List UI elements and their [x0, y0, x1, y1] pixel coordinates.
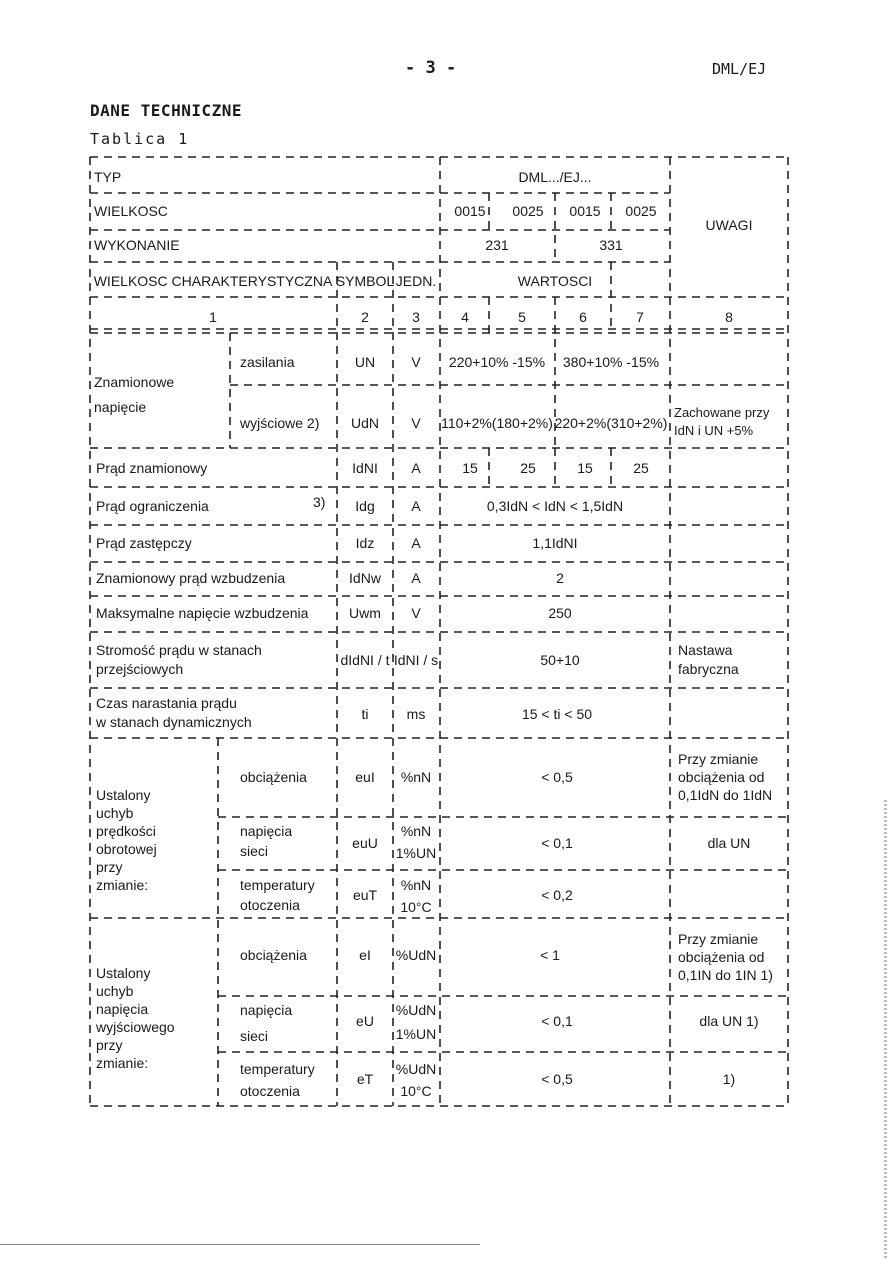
rated-current-value: 25: [520, 460, 536, 476]
speed-group-label: obrotowej: [96, 841, 157, 857]
speed-group-label: uchyb: [96, 805, 134, 821]
typ-value: DML.../EJ...: [518, 169, 592, 185]
column-number: 1: [209, 309, 217, 325]
version-value: 331: [599, 237, 623, 253]
rise-time-label: w stanach dynamicznych: [96, 714, 252, 730]
speed-note: Przy zmianie: [678, 751, 759, 767]
rise-time-value: 15 < ti < 50: [521, 706, 593, 722]
page-number: - 3 -: [405, 58, 457, 78]
output-value-231: 110+2%(180+2%): [441, 415, 553, 431]
speed-row-value: < 0,5: [541, 769, 573, 785]
speed-row-label: temperatury: [240, 877, 315, 893]
remarks-header: UWAGI: [705, 217, 753, 233]
speed-row-label: sieci: [240, 843, 269, 859]
speed-group-label: przy: [96, 859, 123, 875]
voltage-row-unit: 10°C: [400, 1083, 432, 1099]
column-number: 8: [725, 309, 733, 325]
column-number: 5: [518, 309, 526, 325]
version-label: WYKONANIE: [94, 237, 180, 253]
voltage-err-group-label: Ustalony: [96, 965, 151, 981]
voltage-row-unit: 1%UN: [395, 1026, 437, 1042]
supply-label: zasilania: [240, 354, 295, 370]
equiv-current-symbol: Idz: [355, 535, 375, 551]
excitation-current-unit: A: [411, 570, 421, 586]
rated-current-label: Prąd znamionowy: [96, 460, 208, 476]
size-value: 0015: [569, 203, 601, 219]
excitation-voltage-value: 250: [548, 605, 572, 621]
speed-row-value: < 0,2: [541, 887, 573, 903]
voltage-note: dla UN 1): [699, 1013, 759, 1029]
voltage-row-label: otoczenia: [240, 1083, 300, 1099]
speed-group-label: zmianie:: [96, 877, 149, 893]
voltage-err-group-label: uchyb: [96, 983, 134, 999]
voltage-row-value: < 0,5: [541, 1071, 573, 1087]
scan-edge-artifact: [884, 800, 887, 1260]
speed-row-unit: %nN: [400, 823, 432, 839]
size-value: 0015: [454, 203, 486, 219]
size-value: 0025: [625, 203, 657, 219]
size-label: WIELKOSC: [94, 203, 168, 219]
column-number: 4: [461, 309, 469, 325]
typ-label: TYP: [94, 169, 122, 185]
equiv-current-value: 1,1IdNI: [532, 535, 578, 551]
speed-row-unit: 10°C: [400, 899, 432, 915]
supply-symbol: UN: [354, 354, 376, 370]
column-number: 6: [579, 309, 587, 325]
output-value-331: 220+2%(310+2%): [554, 415, 668, 431]
steepness-unit: IdNI / s: [393, 652, 439, 668]
column-number: 7: [636, 309, 644, 325]
excitation-voltage-label: Maksymalne napięcie wzbudzenia: [96, 605, 309, 621]
voltage-row-label: temperatury: [240, 1061, 315, 1077]
voltage-err-group-label: wyjściowego: [96, 1019, 175, 1035]
col-header-symbol: SYMBOL: [335, 273, 395, 289]
table-label: Tablica 1: [90, 130, 190, 148]
voltage-note: 1): [722, 1071, 736, 1087]
voltage-row-value: < 0,1: [541, 1013, 573, 1029]
speed-row-symbol: euI: [355, 769, 375, 785]
speed-row-unit: %nN: [400, 769, 432, 785]
voltage-row-symbol: eU: [356, 1013, 374, 1029]
voltage-row-value: < 1: [540, 947, 560, 963]
voltage-row-label: napięcia: [240, 1002, 293, 1018]
speed-row-symbol: euT: [352, 887, 378, 903]
equiv-current-unit: A: [411, 535, 421, 551]
steepness-note: Nastawa: [678, 642, 733, 658]
section-title: DANE TECHNICZNE: [90, 101, 242, 120]
voltage-err-group-label: napięcia: [96, 1001, 149, 1017]
supply-value-331: 380+10% -15%: [562, 354, 660, 370]
limit-current-value: 0,3IdN < IdN < 1,5IdN: [486, 498, 624, 514]
steepness-symbol: dIdNI / t: [340, 652, 390, 668]
voltage-err-group-label: przy: [96, 1037, 123, 1053]
limit-current-ref: 3): [313, 494, 326, 510]
output-unit: V: [411, 415, 421, 431]
voltage-group-label: Znamionowe napięcie: [94, 374, 175, 415]
col-header-quantity: WIELKOSC CHARAKTERYSTYCZNA: [93, 273, 333, 289]
speed-row-value: < 0,1: [541, 835, 573, 851]
rated-current-value: 15: [577, 460, 593, 476]
voltage-row-unit: %UdN: [395, 1002, 437, 1018]
col-header-unit: JEDN.: [395, 273, 437, 289]
speed-note: obciążenia od: [678, 769, 765, 785]
column-number: 3: [412, 309, 420, 325]
supply-value-231: 220+10% -15%: [448, 354, 546, 370]
col-header-values: WARTOSCI: [517, 273, 593, 289]
excitation-voltage-symbol: Uwm: [349, 605, 381, 621]
voltage-err-group-label: zmianie:: [96, 1055, 149, 1071]
voltage-note: obciążenia od: [678, 949, 765, 965]
speed-group-label: prędkości: [96, 823, 156, 839]
voltage-row-symbol: eT: [356, 1071, 374, 1087]
limit-current-unit: A: [411, 498, 421, 514]
rise-time-unit: ms: [406, 706, 426, 722]
rise-time-symbol: ti: [361, 706, 369, 722]
speed-row-unit: %nN: [400, 877, 432, 893]
voltage-row-unit: %UdN: [395, 1061, 437, 1077]
speed-note: 0,1IdN do 1IdN: [678, 787, 773, 803]
speed-row-symbol: euU: [352, 835, 378, 851]
rated-current-value: 25: [633, 460, 649, 476]
supply-unit: V: [411, 354, 421, 370]
rated-current-symbol: IdNI: [352, 460, 378, 476]
rated-current-unit: A: [411, 460, 421, 476]
steepness-label: przejściowych: [96, 661, 184, 677]
column-number: 2: [361, 309, 369, 325]
voltage-row-unit: %UdN: [395, 947, 437, 963]
document-code: DML/EJ: [712, 60, 767, 78]
size-value: 0025: [512, 203, 544, 219]
speed-group-label: Ustalony: [96, 787, 151, 803]
excitation-current-value: 2: [556, 570, 564, 586]
speed-row-label: obciążenia: [240, 769, 307, 785]
voltage-note: Przy zmianie: [678, 931, 759, 947]
voltage-row-symbol: eI: [359, 947, 371, 963]
steepness-value: 50+10: [540, 652, 580, 668]
voltage-row-label: obciążenia: [240, 947, 307, 963]
speed-row-label: napięcia: [240, 823, 293, 839]
limit-current-symbol: Idg: [355, 498, 375, 514]
output-symbol: UdN: [350, 415, 380, 431]
output-note: Zachowane przy IdN i UN +5%: [674, 405, 770, 438]
version-value: 231: [485, 237, 509, 253]
limit-current-label: Prąd ograniczenia: [96, 498, 209, 514]
speed-row-label: otoczenia: [240, 897, 300, 913]
excitation-current-label: Znamionowy prąd wzbudzenia: [96, 570, 286, 586]
output-label: wyjściowe 2): [240, 415, 320, 431]
equiv-current-label: Prąd zastępczy: [96, 535, 192, 551]
rise-time-label: Czas narastania prądu: [96, 695, 237, 711]
steepness-note: fabryczna: [678, 661, 739, 677]
voltage-note: 0,1IN do 1IN 1): [678, 967, 773, 983]
rated-current-value: 15: [462, 460, 478, 476]
speed-note: dla UN: [707, 835, 751, 851]
excitation-voltage-unit: V: [411, 605, 421, 621]
voltage-row-label: sieci: [240, 1028, 269, 1044]
steepness-label: Stromość prądu w stanach: [96, 642, 262, 658]
scan-bottom-line: [0, 1244, 480, 1245]
excitation-current-symbol: IdNw: [349, 570, 381, 586]
speed-row-unit: 1%UN: [395, 845, 437, 861]
